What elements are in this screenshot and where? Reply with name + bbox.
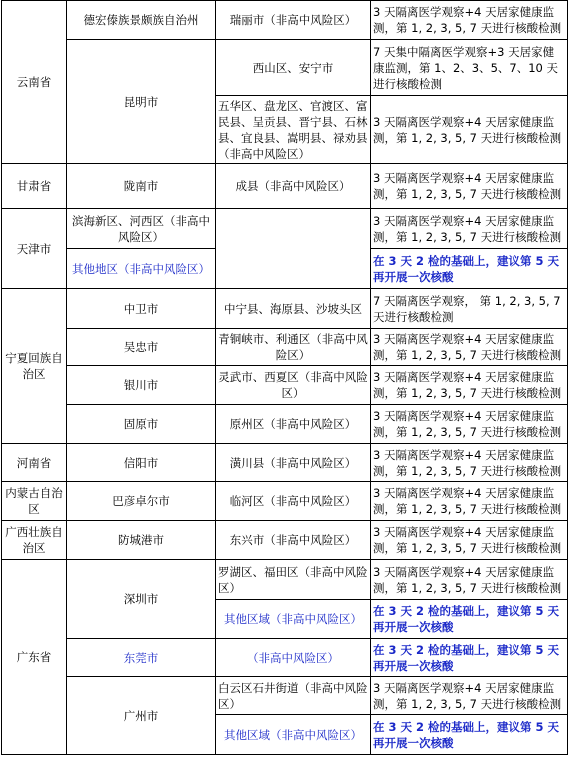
district-cell: 其他区域（非高中风险区）: [216, 600, 371, 639]
table-row: [2, 677, 568, 715]
district-cell: 灵武市、西夏区（非高中风险区）: [216, 366, 371, 405]
province-cell: 甘肃省: [2, 164, 67, 209]
measure-cell: 7 天集中隔离医学观察+3 天居家健康监测，第 1、2、3、5、7、10 天进行核酸检测: [371, 40, 568, 96]
city-cell: 固原市: [67, 405, 216, 444]
measure-cell: 3 天隔离医学观察+4 天居家健康监测，第 1, 2, 3, 5, 7 天进行核酸检测: [371, 560, 568, 600]
district-cell: 西山区、安宁市: [216, 40, 371, 96]
district-cell: [216, 209, 371, 289]
district-cell: 五华区、盘龙区、官渡区、富民县、呈贡县、晋宁县、石林县、宜良县、嵩明县、禄劝县（非高中风险区）: [216, 96, 371, 164]
district-cell: 潢川县（非高中风险区）: [216, 444, 371, 482]
measure-cell: 3 天隔离医学观察+4 天居家健康监测，第 1, 2, 3, 5, 7 天进行核酸检测: [371, 444, 568, 482]
province-cell: 河南省: [2, 444, 67, 482]
city-cell: 德宏傣族景颇族自治州: [67, 1, 216, 40]
city-cell: 广州市: [67, 677, 216, 755]
city-cell: 其他地区（非高中风险区）: [67, 249, 216, 289]
measure-cell: 在 3 天 2 检的基础上，建议第 5 天再开展一次核酸: [371, 600, 568, 639]
city-cell: 深圳市: [67, 560, 216, 639]
city-cell: 防城港市: [67, 521, 216, 560]
district-cell: 临河区（非高中风险区）: [216, 482, 371, 521]
district-cell: 原州区（非高中风险区）: [216, 405, 371, 444]
measure-cell: 3 天隔离医学观察+4 天居家健康监测，第 1, 2, 3, 5, 7 天进行核酸检测: [371, 164, 568, 209]
district-cell: 瑞丽市（非高中风险区）: [216, 1, 371, 40]
province-cell: 广西壮族自治区: [2, 521, 67, 560]
district-cell: （非高中风险区）: [216, 639, 371, 677]
city-cell: 中卫市: [67, 289, 216, 329]
district-cell: 青铜峡市、利通区（非高中风险区）: [216, 329, 371, 366]
measure-cell: 在 3 天 2 检的基础上，建议第 5 天再开展一次核酸: [371, 639, 568, 677]
measure-cell: 3 天隔离医学观察+4 天居家健康监测，第 1, 2, 3, 5, 7 天进行核酸检测: [371, 405, 568, 444]
table-row: [2, 164, 568, 209]
measure-cell: 3 天隔离医学观察+4 天居家健康监测，第 1, 2, 3, 5, 7 天进行核酸检测: [371, 482, 568, 521]
table-row: [2, 444, 568, 482]
table-row: [2, 289, 568, 329]
city-cell: 东莞市: [67, 639, 216, 677]
measure-cell: 在 3 天 2 检的基础上，建议第 5 天再开展一次核酸: [371, 249, 568, 289]
province-cell: 广东省: [2, 560, 67, 755]
city-cell: 滨海新区、河西区（非高中风险区）: [67, 209, 216, 249]
table-row: [2, 482, 568, 521]
table-row: [2, 209, 568, 249]
city-cell: 银川市: [67, 366, 216, 405]
quarantine-policy-table: [1, 0, 568, 755]
measure-cell: 3 天隔离医学观察+4 天居家健康监测，第 1, 2, 3, 5, 7 天进行核酸检测: [371, 329, 568, 366]
district-cell: 白云区石井街道（非高中风险区）: [216, 677, 371, 715]
measure-cell: 3 天隔离医学观察+4 天居家健康监测，第 1, 2, 3, 5, 7 天进行核酸检测: [371, 521, 568, 560]
measure-cell: 3 天隔离医学观察+4 天居家健康监测，第 1, 2, 3, 5, 7 天进行核酸检测: [371, 209, 568, 249]
measure-cell: 3 天隔离医学观察+4 天居家健康监测，第 1, 2, 3, 5, 7 天进行核酸检测: [371, 366, 568, 405]
city-cell: 巴彦卓尔市: [67, 482, 216, 521]
table-row: [2, 366, 568, 405]
city-cell: 陇南市: [67, 164, 216, 209]
table-row: [2, 639, 568, 677]
province-cell: 天津市: [2, 209, 67, 289]
district-cell: 其他区域（非高中风险区）: [216, 715, 371, 755]
city-cell: 信阳市: [67, 444, 216, 482]
measure-cell: 7 天隔离医学观察， 第 1, 2, 3, 5, 7 天进行核酸检测: [371, 289, 568, 329]
province-cell: 内蒙古自治区: [2, 482, 67, 521]
table-row: [2, 521, 568, 560]
measure-cell: 3 天隔离医学观察+4 天居家健康监测，第 1, 2, 3, 5, 7 天进行核酸检测: [371, 677, 568, 715]
table-row: [2, 40, 568, 96]
district-cell: 东兴市（非高中风险区）: [216, 521, 371, 560]
table-row: [2, 560, 568, 600]
district-cell: 罗湖区、福田区（非高中风险区）: [216, 560, 371, 600]
city-cell: 昆明市: [67, 40, 216, 164]
province-cell: 云南省: [2, 1, 67, 164]
table-row: [2, 1, 568, 40]
measure-cell: 3 天隔离医学观察+4 天居家健康监测，第 1, 2, 3, 5, 7 天进行核酸检测: [371, 96, 568, 164]
measure-cell: 3 天隔离医学观察+4 天居家健康监测，第 1, 2, 3, 5, 7 天进行核酸检测: [371, 1, 568, 40]
table-row: [2, 405, 568, 444]
measure-cell: 在 3 天 2 检的基础上，建议第 5 天再开展一次核酸: [371, 715, 568, 755]
district-cell: 成县（非高中风险区）: [216, 164, 371, 209]
province-cell: 宁夏回族自治区: [2, 289, 67, 444]
district-cell: 中宁县、海原县、沙坡头区: [216, 289, 371, 329]
table-row: [2, 329, 568, 366]
city-cell: 吴忠市: [67, 329, 216, 366]
